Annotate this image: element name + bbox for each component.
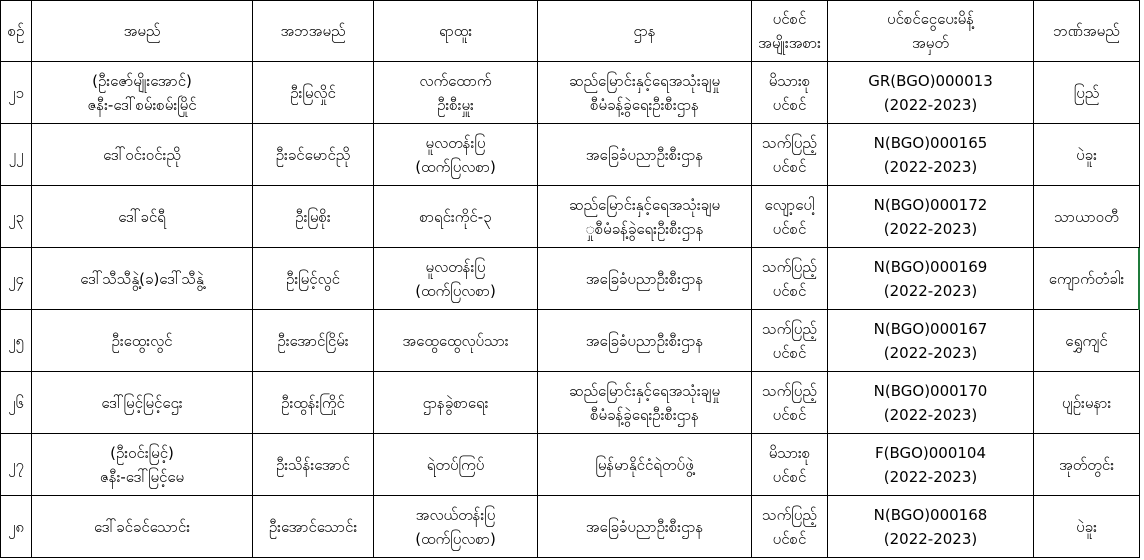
cell-pension-order-no: F(BGO)000104 (2022-2023) <box>828 434 1034 496</box>
cell-position: ရဲတပ်ကြပ် <box>374 434 538 496</box>
cell-serial: ၂၈ <box>1 496 32 558</box>
cell-father-name: ဦးထွန်းကြိုင် <box>253 372 374 434</box>
header-position: ရာထူး <box>374 1 538 62</box>
header-pension-type: ပင်စင် အမျိုးအစား <box>752 1 828 62</box>
cell-position: မူလတန်းပြ (ထက်ပြလစာ) <box>374 248 538 310</box>
cell-department: ဆည်မြောင်းနှင့်ရေအသုံးချမှု စီမံခန့်ခွဲရေးဦးစီးဌာန <box>538 62 752 124</box>
cell-pension-order-no: N(BGO)000165 (2022-2023) <box>828 124 1034 186</box>
cell-name: ဒေါ်သီသီနွဲ့(ခ)ဒေါ်သီနွဲ့ <box>32 248 253 310</box>
cell-pension-order-no: N(BGO)000170 (2022-2023) <box>828 372 1034 434</box>
cell-pension-type: မိသားစု ပင်စင် <box>752 62 828 124</box>
table-row <box>1 62 1140 124</box>
header-department: ဌာန <box>538 1 752 62</box>
cell-name: ဒေါ်ခင်ရီ <box>32 186 253 248</box>
cell-father-name: ဦးသိန်းအောင် <box>253 434 374 496</box>
cell-pension-order-no: N(BGO)000167 (2022-2023) <box>828 310 1034 372</box>
header-bank-name: ဘဏ်အမည် <box>1034 1 1140 62</box>
cell-father-name: ဦးမြင့်လွင် <box>253 248 374 310</box>
table-row <box>1 310 1140 372</box>
cell-department: မြန်မာနိုင်ငံရဲတပ်ဖွဲ့ <box>538 434 752 496</box>
cell-serial: ၂၆ <box>1 372 32 434</box>
cell-position: မူလတန်းပြ (ထက်ပြလစာ) <box>374 124 538 186</box>
cell-pension-type: သက်ပြည့် ပင်စင် <box>752 248 828 310</box>
cell-pension-order-no: N(BGO)000169 (2022-2023) <box>828 248 1034 310</box>
header-serial: စဉ် <box>1 1 32 62</box>
cell-position: အထွေထွေလုပ်သား <box>374 310 538 372</box>
cell-pension-order-no: GR(BGO)000013 (2022-2023) <box>828 62 1034 124</box>
cell-name: ဒေါ်ခင်ခင်သောင်း <box>32 496 253 558</box>
cell-serial: ၂၁ <box>1 62 32 124</box>
cell-bank-name: ပျဉ်းမနား <box>1034 372 1140 434</box>
cell-pension-type: လျော့ပေါ့ ပင်စင် <box>752 186 828 248</box>
cell-position: ဌာနခွဲစာရေး <box>374 372 538 434</box>
cell-pension-type: မိသားစု ပင်စင် <box>752 434 828 496</box>
cell-serial: ၂၇ <box>1 434 32 496</box>
cell-bank-name: ပြည် <box>1034 62 1140 124</box>
cell-name: ဒေါ်ဝင်းဝင်းညို <box>32 124 253 186</box>
cell-father-name: ဦးမြလှိုင် <box>253 62 374 124</box>
cell-bank-name: ကျောက်တံခါး <box>1034 248 1140 310</box>
cell-serial: ၂၂ <box>1 124 32 186</box>
cell-pension-order-no: N(BGO)000172 (2022-2023) <box>828 186 1034 248</box>
cell-position: စာရင်းကိုင်-၃ <box>374 186 538 248</box>
cell-bank-name: ရွှေကျင် <box>1034 310 1140 372</box>
cell-name: (ဦးဇော်မျိုးအောင်) ဇနီး-ဒေါ်စမ်းစမ်းမြိုင် <box>32 62 253 124</box>
cell-name: ဦးထွေးလွင် <box>32 310 253 372</box>
cell-department: အခြေခံပညာဦးစီးဌာန <box>538 248 752 310</box>
cell-bank-name: ပဲခူး <box>1034 496 1140 558</box>
cell-department: ဆည်မြောင်းနှင့်ရေအသုံးချမ ှုစီမံခန့်ခွဲရေးဦးစီးဌာန <box>538 186 752 248</box>
cell-name: ဒေါ်မြင့်မြင့်ဌေး <box>32 372 253 434</box>
cell-pension-type: သက်ပြည့် ပင်စင် <box>752 372 828 434</box>
cell-bank-name: အုတ်တွင်း <box>1034 434 1140 496</box>
table-row <box>1 434 1140 496</box>
header-father-name: အဘအမည် <box>253 1 374 62</box>
cell-serial: ၂၄ <box>1 248 32 310</box>
cell-department: အခြေခံပညာဦးစီးဌာန <box>538 310 752 372</box>
header-name: အမည် <box>32 1 253 62</box>
cell-pension-type: သက်ပြည့် ပင်စင် <box>752 124 828 186</box>
cell-father-name: ဦးအောင်သောင်း <box>253 496 374 558</box>
cell-serial: ၂၅ <box>1 310 32 372</box>
header-pension-order-no: ပင်စင်ငွေပေးမိန့် အမှတ် <box>828 1 1034 62</box>
cell-department: အခြေခံပညာဦးစီးဌာန <box>538 496 752 558</box>
cell-father-name: ဦးအောင်ငြိမ်း <box>253 310 374 372</box>
table-row <box>1 372 1140 434</box>
table-row <box>1 186 1140 248</box>
table-row <box>1 496 1140 558</box>
cell-pension-type: သက်ပြည့် ပင်စင် <box>752 496 828 558</box>
cell-bank-name: ပဲခူး <box>1034 124 1140 186</box>
cell-name: (ဦးဝင်းမြင့်) ဇနီး-ဒေါ်မြင့်မေ <box>32 434 253 496</box>
cell-serial: ၂၃ <box>1 186 32 248</box>
cell-pension-order-no: N(BGO)000168 (2022-2023) <box>828 496 1034 558</box>
cell-father-name: ဦးခင်မောင်ညို <box>253 124 374 186</box>
cell-department: အခြေခံပညာဦးစီးဌာန <box>538 124 752 186</box>
table-row <box>1 124 1140 186</box>
header-row <box>1 1 1140 62</box>
cell-bank-name: သာယာဝတီ <box>1034 186 1140 248</box>
cell-position: လက်ထောက် ဦးစီးမှူး <box>374 62 538 124</box>
table-row <box>1 248 1140 310</box>
cell-edge-mark <box>1138 248 1140 310</box>
cell-department: ဆည်မြောင်းနှင့်ရေအသုံးချမှု စီမံခန့်ခွဲရေးဦးစီးဌာန <box>538 372 752 434</box>
cell-position: အလယ်တန်းပြ (ထက်ပြလစာ) <box>374 496 538 558</box>
cell-father-name: ဦးမြစိုး <box>253 186 374 248</box>
cell-pension-type: သက်ပြည့် ပင်စင် <box>752 310 828 372</box>
